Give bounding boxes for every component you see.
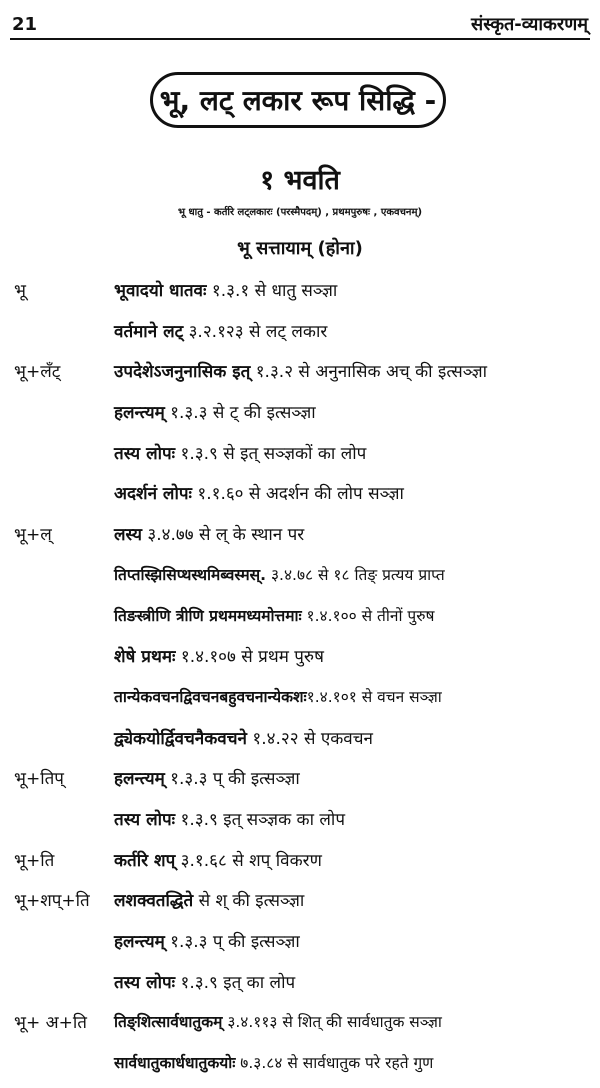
derivation-line — [114, 929, 300, 952]
derivation-row — [0, 315, 600, 356]
sutra-explanation: ३.१.६८ से शप् विकरण — [175, 850, 322, 871]
sutra-explanation: १.३.९ इत् का लोप — [175, 972, 296, 993]
sutra-explanation: ३.४.७७ से ल् के स्थान पर — [142, 525, 305, 546]
derivation-line — [114, 726, 373, 749]
sutra-explanation: १.३.२ से अनुनासिक अच् की इत्सञ्ज्ञा — [250, 362, 488, 383]
derivation-row — [0, 1006, 600, 1047]
derivation-line — [114, 522, 304, 545]
page-header — [10, 6, 590, 40]
sutra-name: तिप्तस्झिसिप्थस्थमिब्वस्मस्. — [114, 565, 267, 584]
sutra-name: तान्येकवचनद्विवचनबहुवचनान्येकशः — [114, 687, 307, 706]
stage-form: भू — [14, 281, 26, 301]
derivation-row — [0, 966, 600, 1007]
sutra-explanation: १.३.३ से ट् की इत्सञ्ज्ञा — [164, 403, 316, 424]
derivation-line — [114, 400, 316, 423]
derivation-line — [114, 888, 304, 911]
sutra-explanation: १.३.३ प् की इत्सञ्ज्ञा — [164, 769, 300, 790]
derivation-line — [114, 481, 404, 504]
derivation-line — [114, 807, 345, 830]
derivation-row — [0, 1047, 600, 1088]
sutra-explanation: ३.४.७८ से १८ तिङ् प्रत्यय प्राप्त — [266, 565, 445, 584]
derivation-row — [0, 559, 600, 600]
derivation-row — [0, 681, 600, 722]
sutra-name: तस्य लोपः — [114, 972, 176, 993]
form-subtitle: भू धातु - कर्तरि लट्लकारः (परस्मैपदम्) , प्रथमपुरुषः , एकवचनम्) — [177, 207, 423, 218]
derivation-row — [0, 722, 600, 763]
derivation-line — [114, 644, 324, 667]
stage-form: भू+ति — [14, 850, 55, 871]
derivation-line — [114, 359, 487, 382]
derivation-line — [114, 685, 442, 707]
derivation-steps — [0, 274, 600, 1088]
sutra-explanation: १.३.९ इत् सञ्ज्ञक का लोप — [175, 809, 345, 830]
sutra-name: वर्तमाने लट् — [114, 321, 184, 342]
sutra-name: हलन्त्यम् — [114, 403, 165, 424]
section-title-box — [150, 72, 446, 128]
section-title: भू, लट् लकार रूप सिद्धि - — [159, 84, 437, 117]
sutra-explanation: १.३.१ से धातु सञ्ज्ञा — [206, 281, 338, 301]
running-head: संस्कृत-व्याकरणम् — [471, 14, 588, 35]
derivation-line — [114, 441, 366, 464]
sutra-name: भूवादयो धातवः — [114, 281, 207, 301]
sutra-explanation: ३.४.११३ से शित् की सार्वधातुक सञ्ज्ञा — [222, 1013, 442, 1032]
derivation-line — [114, 848, 322, 871]
sutra-name: उपदेशेऽजनुनासिक इत् — [114, 362, 251, 383]
stage-form: भू+लँट् — [14, 362, 61, 383]
sutra-name: हलन्त्यम् — [114, 769, 165, 790]
sutra-explanation: १.४.१०० से तीनों पुरुष — [301, 606, 435, 625]
sutra-name: कर्तरि शप् — [114, 850, 176, 871]
derivation-row — [0, 437, 600, 478]
sutra-name: सार्वधातुकार्धधातुकयोः — [114, 1054, 236, 1073]
derivation-row — [0, 762, 600, 803]
sutra-name: शेषे प्रथमः — [114, 647, 176, 668]
derivation-line — [114, 970, 295, 993]
stage-form: भू+ अ+ति — [14, 1013, 87, 1034]
derivation-row — [0, 844, 600, 885]
sutra-explanation: ७.३.८४ से सार्वधातुक परे रहते गुण — [235, 1054, 434, 1073]
sutra-name: लस्य — [114, 525, 142, 546]
sutra-explanation: १.१.६० से अदर्शन की लोप सञ्ज्ञा — [191, 484, 404, 505]
sutra-name: लशक्वतद्धिते — [114, 891, 194, 912]
derivation-row — [0, 355, 600, 396]
sutra-name: हलन्त्यम् — [114, 932, 165, 952]
derivation-row — [0, 884, 600, 925]
derivation-line — [114, 1051, 433, 1073]
sutra-explanation: से श् की इत्सञ्ज्ञा — [193, 891, 305, 912]
stage-form: भू+ल् — [14, 525, 52, 546]
sutra-name: द्व्येकयोर्द्विवचनैकवचने — [114, 728, 247, 749]
sutra-explanation: १.४.२२ से एकवचन — [246, 728, 373, 749]
sutra-explanation: १.४.१०१ से वचन सञ्ज्ञा — [306, 687, 442, 706]
derivation-row — [0, 274, 600, 315]
derivation-row — [0, 518, 600, 559]
sutra-name: अदर्शनं लोपः — [114, 484, 192, 505]
derivation-row — [0, 925, 600, 966]
derivation-row — [0, 600, 600, 641]
derivation-line — [114, 604, 434, 626]
sutra-name: तिङ्शित्सार्वधातुकम् — [114, 1013, 223, 1032]
derivation-row — [0, 640, 600, 681]
derivation-row — [0, 396, 600, 437]
form-title: १ भवति — [260, 165, 340, 196]
sutra-explanation: १.४.१०७ से प्रथम पुरुष — [175, 647, 324, 668]
stage-form: भू+शप्+ति — [14, 891, 90, 912]
sutra-name: तिङस्त्रीणि त्रीणि प्रथममध्यमोत्तमाः — [114, 606, 302, 625]
page-number: 21 — [12, 14, 38, 35]
sutra-name: तस्य लोपः — [114, 443, 176, 464]
stage-form: भू+तिप् — [14, 769, 64, 790]
derivation-line — [114, 766, 300, 789]
derivation-line — [114, 319, 327, 342]
root-meaning: भू सत्तायाम् (होना) — [237, 238, 363, 259]
derivation-line — [114, 1010, 442, 1032]
sutra-explanation: ३.२.१२३ से लट् लकार — [183, 321, 328, 342]
sutra-explanation: १.३.३ प् की इत्सञ्ज्ञा — [164, 932, 300, 952]
sutra-name: तस्य लोपः — [114, 809, 176, 830]
derivation-line — [114, 563, 445, 585]
derivation-row — [0, 803, 600, 844]
sutra-explanation: १.३.९ से इत् सञ्ज्ञकों का लोप — [175, 443, 367, 464]
derivation-line — [114, 278, 337, 301]
derivation-row — [0, 477, 600, 518]
